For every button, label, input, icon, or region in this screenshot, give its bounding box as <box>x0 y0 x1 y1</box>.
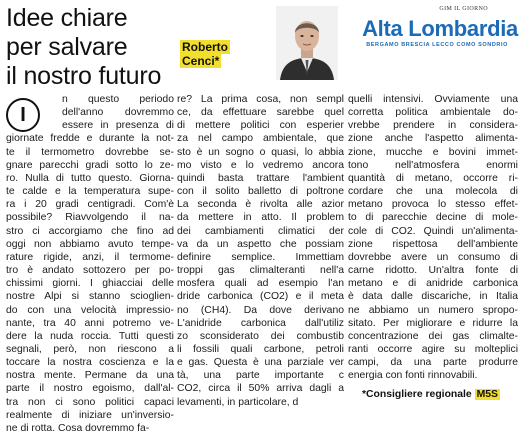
article-line: L'anidride carbonica dall'utiliz <box>177 317 344 329</box>
article-line: giornate fredde e durante la not- <box>6 133 174 145</box>
article-line: concentrazione dei gas climalte- <box>348 330 518 342</box>
article-line: te il termometro dovrebbe se- <box>6 146 174 158</box>
article-line: definire semplice. Immettiam <box>177 251 344 263</box>
article-line: dell'anno dovremmo <box>62 107 174 119</box>
article-line: levamenti, in particolare, d <box>177 396 299 408</box>
footnote-text: *Consigliere regionale <box>362 389 472 400</box>
article-line: mosfera quali ad esempio l'an <box>177 278 344 290</box>
masthead-cities: BERGAMO BRESCIA LECCO COMO SONDRIO <box>366 42 508 48</box>
article-line: tono nell'atmosfera enormi <box>348 159 518 171</box>
article-line: ne abbiamo un numero spropo- <box>348 304 518 316</box>
article-line: energia con fonti rinnovabili. <box>348 370 478 382</box>
article-line: essere in presenza di <box>62 120 174 132</box>
article-line: possibile? Riavvolgendo il na- <box>6 212 174 224</box>
article-line: quelli intensivi. Ovviamente una <box>348 94 518 105</box>
article-line: ce, da effettuare sarebbe quel <box>177 107 344 119</box>
masthead-publisher: GIM IL GIORNO <box>439 6 488 12</box>
article-line: oggi non abbiamo avuto tempe- <box>6 238 174 250</box>
article-line: quantità di metano, occorre ri- <box>348 172 518 184</box>
article-column-1 <box>6 93 174 435</box>
article-line: sto è un sogno o quasi, lo abbia <box>177 146 344 158</box>
article-line: stro ci accorgiamo che fino ad <box>6 225 174 237</box>
author-first-name: Roberto <box>182 40 228 54</box>
article-line: carne ridotto. Un'altra fonte di <box>348 265 518 277</box>
article-line: con il solito balletto di poltrone <box>177 186 344 198</box>
footnote-party: M5S <box>476 389 498 400</box>
article-line: cordare che una molecola di <box>348 186 518 198</box>
article-line: vrebbe prendere in considera- <box>348 120 518 132</box>
article-line: zo sconsiderato dei combustib <box>177 330 344 342</box>
article-line: realmente di iniziare un'inversio- <box>6 409 174 421</box>
article-line: tro è andato sottozero per po- <box>6 265 174 277</box>
author-portrait-image <box>276 6 338 80</box>
article-line: rature rigide, anzi, il termome- <box>6 251 174 263</box>
article-line: do con una velocità impressio- <box>6 304 174 316</box>
article-line: campi, da una parte produrre <box>348 357 518 369</box>
article-line: quindi basta trattare l'ambient <box>177 172 344 184</box>
article-line: za nel campo ambientale, que <box>177 133 344 145</box>
article-line: dride carbonica (CO2) e il meta <box>177 291 344 303</box>
article-line: to di parecchie decine di mole- <box>348 212 518 224</box>
article-line: parte il nostro egoismo, dall'al- <box>6 383 174 395</box>
article-line: li fossili quali carbone, petroli <box>177 343 344 355</box>
article-line: nostre Alpi si stanno scioglien- <box>6 291 174 303</box>
article-line: zione anche l'aspetto alimenta- <box>348 133 518 145</box>
article-line: n questo periodo <box>62 94 174 105</box>
headline-line-3: il nostro futuro <box>6 62 162 90</box>
article-line: è data dalle discariche, in Italia <box>348 291 518 303</box>
headline-line-2: per salvare <box>6 33 128 61</box>
article-line: di mettere politici con esperier <box>177 120 344 132</box>
drop-cap-letter: I <box>20 103 26 126</box>
article-line: metano e di anidride carbonica <box>348 278 518 290</box>
headline <box>6 4 178 91</box>
article-line: segnali, però, non riescono a <box>6 343 174 355</box>
article-line: toccare la nostra coscienza e la <box>6 357 174 369</box>
author-footnote <box>362 389 500 400</box>
article-line: dei cambiamenti climatici der <box>177 225 344 237</box>
article-line: troppi gas climalteranti nell'a <box>177 265 344 277</box>
newspaper-masthead <box>340 4 518 56</box>
article-line: sitato. Per migliorare e ridurre la <box>348 317 518 329</box>
article-line: ro. Nulla di tutto questo. Giorna- <box>6 172 174 184</box>
article-line: ranti occorre agire su molteplici <box>348 343 518 355</box>
article-column-2 <box>177 93 344 409</box>
article-line: da mettere in atto. Il problem <box>177 212 344 224</box>
article-line: mo visto e lo vedremo ancora <box>177 159 344 171</box>
article-line: re? La prima cosa, non sempl <box>177 94 344 105</box>
masthead-title: Alta Lombardia <box>362 16 518 41</box>
article-line: no (CH4). Da dove derivano <box>177 304 344 316</box>
article-line: tra non ci sono politici capaci <box>6 396 174 408</box>
author-byline <box>180 40 272 68</box>
article-line: nante, tra 40 anni potremo ve- <box>6 317 174 329</box>
headline-line-1: Idee chiare <box>6 4 128 32</box>
article-line: dovrebbe avere un consumo di <box>348 251 518 263</box>
article-line: ne di rotta. Cosa dovremmo fa- <box>6 422 150 434</box>
article-line: te calde e la temperatura supe- <box>6 186 174 198</box>
article-line: e gas. Questa è una parziale ver <box>177 357 344 369</box>
article-line: nostra mente. Permane da una <box>6 370 174 382</box>
article-line: corretta politica ambientale do- <box>348 107 518 119</box>
article-line: La seconda è rivolta alle azior <box>177 199 344 211</box>
article-line: va da un aspetto che possiam <box>177 238 344 250</box>
article-line: chissimi giorni. I ghiacciai delle <box>6 278 174 290</box>
article-line: tà, una parte importante c <box>177 370 344 382</box>
article-line: CO2, circa il 50% arriva dagli a <box>177 383 344 395</box>
author-portrait <box>276 6 338 80</box>
author-last-name: Cenci* <box>182 54 220 68</box>
article-line: cole di CO2. Quindi un'alimenta- <box>348 225 518 237</box>
article-line: metano provoca lo stesso effet- <box>348 199 518 211</box>
article-line: gnare parecchi gradi sotto lo ze- <box>6 159 174 171</box>
article-column-3 <box>348 93 518 382</box>
article-line: zione rispettosa dell'ambiente <box>348 238 518 250</box>
article-line: zione, mucche e bovini immet- <box>348 146 518 158</box>
article-line: dere la nuda roccia. Tutti questi <box>6 330 174 342</box>
article-line: ra i 20 gradi centigradi. Com'è <box>6 199 174 211</box>
